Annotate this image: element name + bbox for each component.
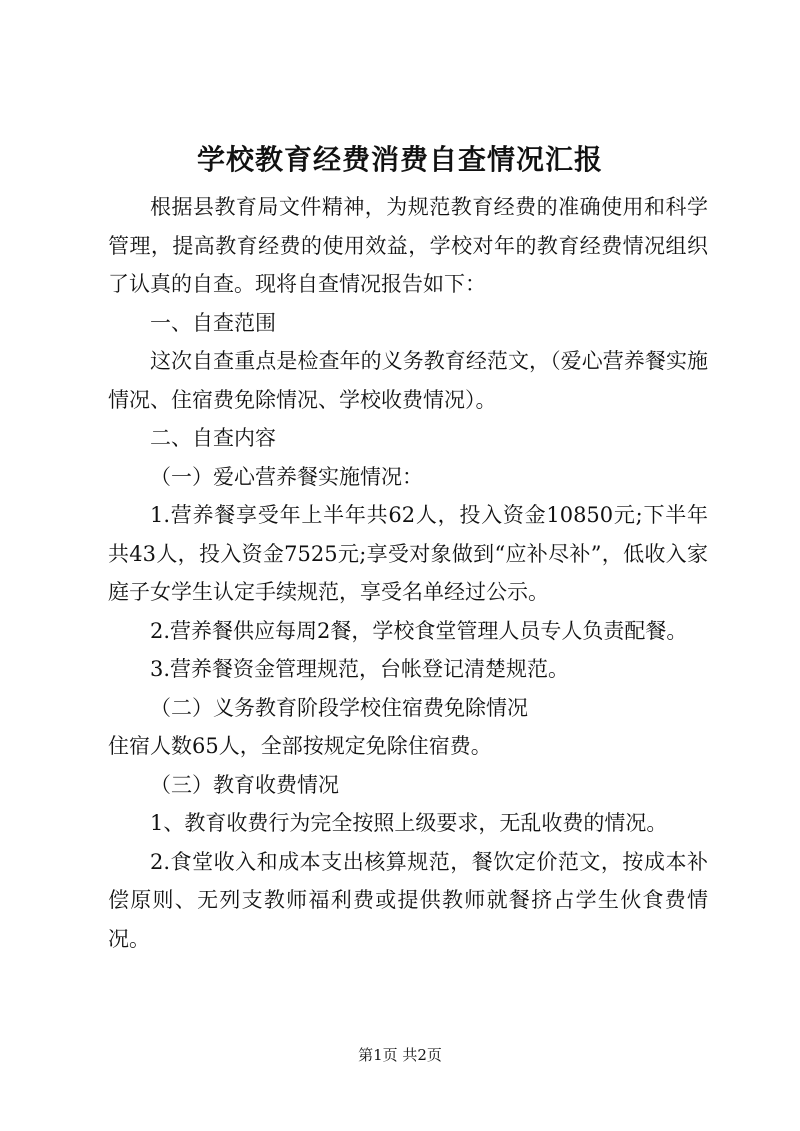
heading-scope: 一、自查范围 — [150, 310, 276, 335]
paragraph-accommodation: 住宿人数65人，全部按规定免除住宿费。 — [108, 734, 492, 758]
subheading-fees: （三）教育收费情况 — [150, 772, 339, 797]
paragraph-scope: 这次自查重点是检查年的义务教育经范文，（爱心营养餐实施情况、住宿费免除情况、学校收费情况）。 — [108, 349, 708, 412]
paragraph-fees-item-2: 2.食堂收入和成本支出核算规范，餐饮定价范文，按成本补偿原则、无列支教师福利费或提供教师就餐挤占学生伙食费情况。 — [108, 849, 708, 951]
paragraph-fees-item-1: 1、教育收费行为完全按照上级要求，无乱收费的情况。 — [150, 811, 668, 835]
paragraph-intro: 根据县教育局文件精神，为规范教育经费的准确使用和科学管理，提高教育经费的使用效益，学校对年的教育经费情况组织了认真的自查。现将自查情况报告如下： — [108, 195, 708, 296]
document-title: 学校教育经费消费自查情况汇报 — [196, 143, 603, 176]
subheading-accommodation: （二）义务教育阶段学校住宿费免除情况 — [150, 695, 528, 720]
paragraph-meal-item-3: 3.营养餐资金管理规范，台帐登记清楚规范。 — [150, 657, 570, 681]
paragraph-meal-item-2: 2.营养餐供应每周2餐，学校食堂管理人员专人负责配餐。 — [150, 618, 688, 643]
subheading-nutrition-meal: （一）爱心营养餐实施情况： — [150, 464, 423, 489]
document-body — [108, 188, 708, 958]
paragraph-meal-item-1: 1.营养餐享受年上半年共62人，投入资金10850元;下半年共43人，投入资金7525元;享受对象做到“应补尽补”，低收入家庭子女学生认定手续规范，享受名单经过公示。 — [108, 503, 708, 604]
heading-content: 二、自查内容 — [150, 426, 276, 450]
page-number-footer: 第1页 共2页 — [358, 1046, 442, 1064]
